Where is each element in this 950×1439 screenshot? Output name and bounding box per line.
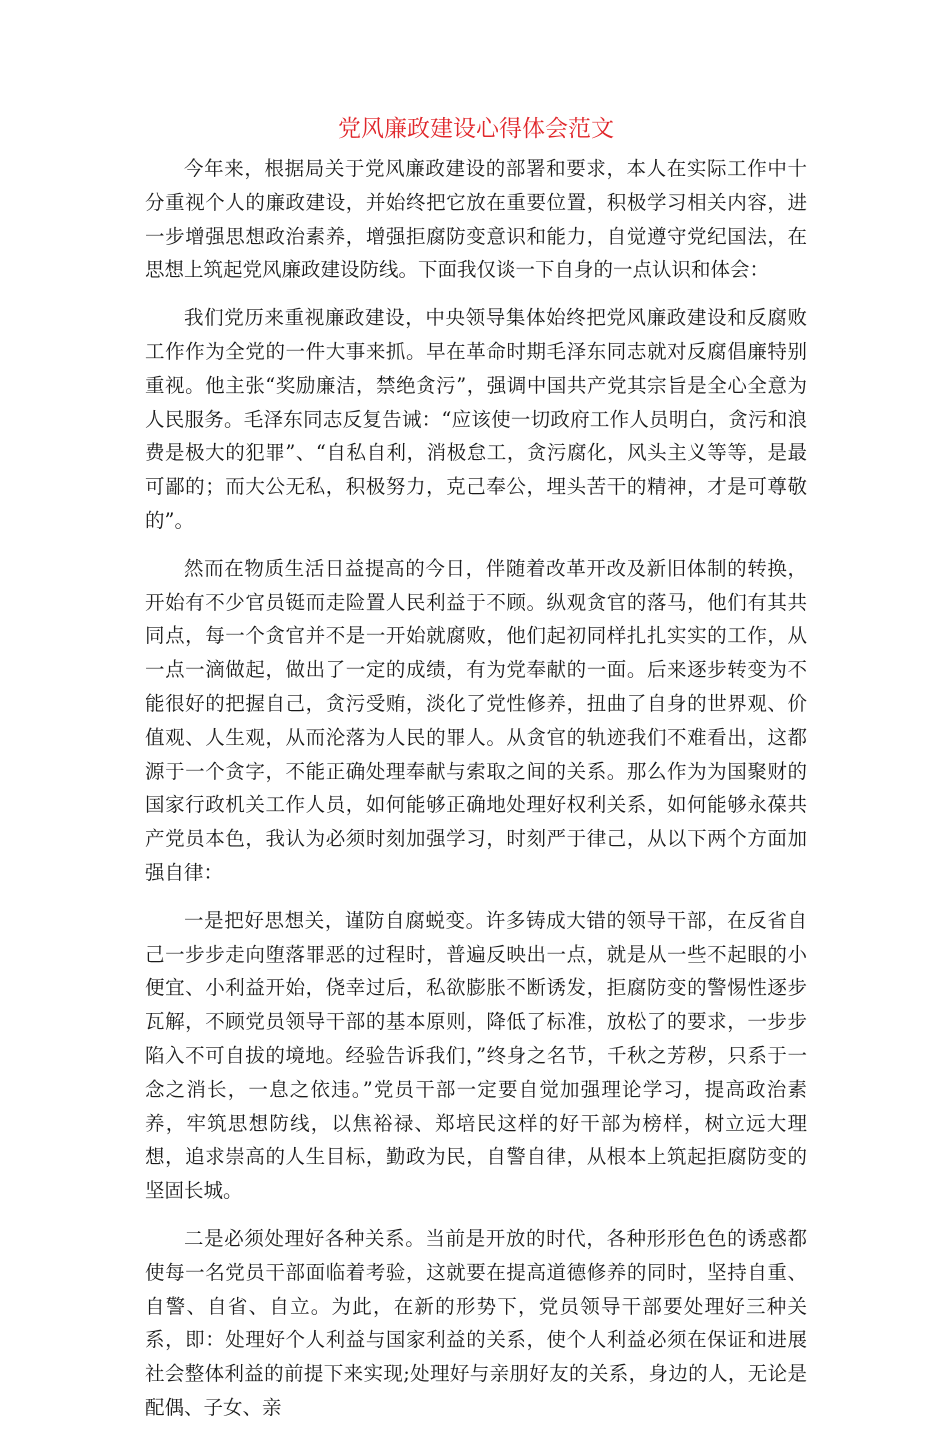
- paragraph-point-one: 一是把好思想关，谨防自腐蜕变。许多铸成大错的领导干部，在反省自己一步步走向堕落罪恶的过程时，普遍反映出一点，就是从一些不起眼的小便宜、小利益开始，侥幸过后，私欲膨胀不断诱发，拒腐防变的警惕性逐步瓦解，不顾党员领导干部的基本原则，降低了标准，放松了的要求，一步步陷入不可自拔的境地。经验告诉我们，”终身之名节，千秋之芳秽，只系于一念之消长，一息之依违。”党员干部一定要自觉加强理论学习，提高政治素养，牢筑思想防线，以焦裕禄、郑培民这样的好干部为榜样，树立远大理想，追求崇高的人生目标，勤政为民，自警自律，从根本上筑起拒腐防变的坚固长城。: [145, 908, 807, 1203]
- paragraph-history: 我们党历来重视廉政建设，中央领导集体始终把党风廉政建设和反腐败工作作为全党的一件大事来抓。早在革命时期毛泽东同志就对反腐倡廉特别重视。他主张“奖励廉洁，禁绝贪污”，强调中国共产党其宗旨是全心全意为人民服务。毛泽东同志反复告诫：“应该使一切政府工作人员明白，贪污和浪费是极大的犯罪”、“自私自利，消极怠工，贪污腐化，风头主义等等，是最可鄙的；而大公无私，积极努力，克己奉公，埋头苦干的精神，才是可尊敬的”。: [145, 306, 807, 532]
- document-page: [145, 112, 807, 1439]
- paragraph-corruption: 然而在物质生活日益提高的今日，伴随着改革开改及新旧体制的转换，开始有不少官员铤而走险置人民利益于不顾。纵观贪官的落马，他们有其共同点，每一个贪官并不是一开始就腐败，他们起初同样扎扎实实的工作，从一点一滴做起，做出了一定的成绩，有为党奉献的一面。后来逐步转变为不能很好的把握自己，贪污受贿，淡化了党性修养，扭曲了自身的世界观、价值观、人生观，从而沦落为人民的罪人。从贪官的轨迹我们不难看出，这都源于一个贪字，不能正确处理奉献与索取之间的关系。那么作为为国聚财的国家行政机关工作人员，如何能够正确地处理好权利关系，如何能够永葆共产党员本色，我认为必须时刻加强学习，时刻严于律己，从以下两个方面加强自律：: [145, 556, 807, 884]
- paragraph-point-two: 二是必须处理好各种关系。当前是开放的时代，各种形形色色的诱惑都使每一名党员干部面临着考验，这就要在提高道德修养的同时，坚持自重、自警、自省、自立。为此，在新的形势下，党员领导干部要处理好三种关系，即：处理好个人利益与国家利益的关系，使个人利益必须在保证和进展社会整体利益的前提下来实现;处理好与亲朋好友的关系，身边的人，无论是配偶、子女、亲: [145, 1226, 807, 1419]
- document-title: 党风廉政建设心得体会范文: [338, 116, 614, 142]
- paragraph-intro: 今年来，根据局关于党风廉政建设的部署和要求，本人在实际工作中十分重视个人的廉政建设，并始终把它放在重要位置，积极学习相关内容，进一步增强思想政治素养，增强拒腐防变意识和能力，自觉遵守党纪国法，在思想上筑起党风廉政建设防线。下面我仅谈一下自身的一点认识和体会：: [145, 157, 807, 282]
